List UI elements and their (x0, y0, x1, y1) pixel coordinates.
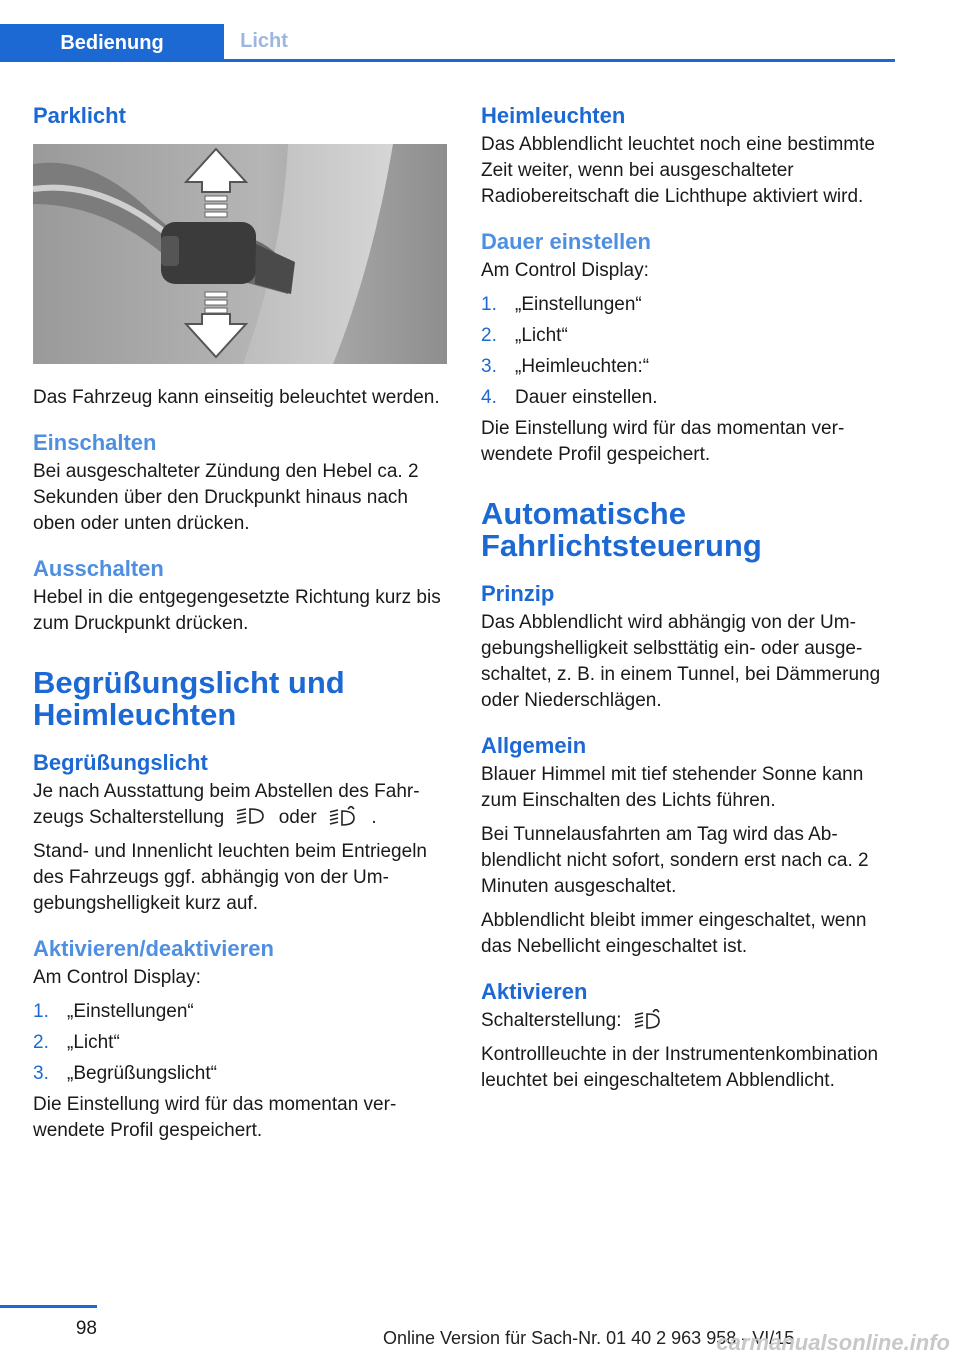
lever-figure (33, 144, 447, 364)
aktivieren-intro: Am Control Display: (33, 967, 201, 988)
header-rule (0, 59, 895, 62)
list-item: 4. Dauer einstellen. (481, 387, 658, 408)
aktivieren-text-a: Schalterstellung: (481, 1010, 622, 1031)
auto-light-icon (328, 806, 360, 826)
begruessungslicht-text-oder: oder (278, 807, 317, 828)
dauer-intro: Am Control Display: (481, 260, 649, 281)
begruessungslicht-text-end: . (371, 807, 377, 828)
section-heading-begruessung: Begrüßungslicht und Heimleuchten (33, 665, 345, 732)
list-item: 1. „Einstellungen“ (33, 1001, 194, 1022)
begruessungslicht-text-a: Je nach Ausstattung beim Abstellen des Fahrzeugs Schalterstellung (33, 781, 420, 828)
right-column (481, 100, 893, 1094)
einschalten-heading: Einschalten (33, 430, 157, 455)
list-item: 1. „Einstellungen“ (481, 294, 642, 315)
list-item: 2. „Licht“ (481, 325, 568, 346)
allgemein-heading: Allgemein (481, 733, 587, 758)
header-tabbar (0, 24, 895, 62)
begruessungslicht-heading: Begrüßungslicht (33, 750, 208, 775)
list-item: 3. „Heimleuchten:“ (481, 356, 650, 377)
parklicht-text: Das Fahrzeug kann einseitig beleuchtet werden. (33, 387, 440, 408)
allgemein-text1: Blauer Himmel mit tief stehender Sonne kann zum Einschalten des Lichts führen. (481, 764, 864, 811)
prinzip-heading: Prinzip (481, 581, 555, 606)
dauer-steps (481, 292, 893, 411)
heimleuchten-text: Das Abblendlicht leuchtet noch eine bestimmte Zeit weiter, wenn bei ausgeschalteter Radiobereitschaft die Lichthupe aktiviert wird. (481, 134, 875, 207)
ausschalten-heading: Ausschalten (33, 556, 164, 581)
einschalten-text: Bei ausgeschalteter Zündung den Hebel ca. 2 Sekunden über den Druckpunkt hinaus nach oben oder unten drücken. (33, 461, 419, 534)
section-heading-auto: Automatische Fahrlichtsteuerung (481, 496, 762, 563)
aktivieren-text (481, 1008, 893, 1034)
ausschalten-text: Hebel in die entgegengesetzte Richtung kurz bis zum Druckpunkt drücken. (33, 587, 441, 634)
page-number: 98 (75, 1318, 97, 1339)
list-item: 3. „Begrüßungslicht“ (33, 1063, 217, 1084)
aktivieren-deaktivieren-heading: Aktivieren/deaktivieren (33, 936, 274, 961)
footer-rule (0, 1305, 97, 1308)
list-item: 2. „Licht“ (33, 1032, 120, 1053)
tab-licht[interactable]: Licht (240, 30, 288, 52)
prinzip-text: Das Abblendlicht wird abhängig von der Umgebungshelligkeit selbsttätig ein- oder ausgeschaltet, z. B. in einem Tunnel, bei Dämmerung oder Niederschlägen. (481, 612, 881, 711)
low-beam-icon (235, 806, 267, 826)
heimleuchten-heading: Heimleuchten (481, 103, 626, 128)
aktivieren-heading: Aktivieren (481, 979, 588, 1004)
tab-bedienung[interactable]: Bedienung (0, 24, 224, 62)
aktivieren-steps (33, 999, 447, 1087)
aktivieren-text2: Kontrollleuchte in der Instrumentenkombination leuchtet bei eingeschaltetem Abblendlicht. (481, 1044, 879, 1091)
allgemein-text3: Abblendlicht bleibt immer eingeschaltet, wenn das Nebellicht eingeschaltet ist. (481, 910, 867, 957)
parklicht-heading: Parklicht (33, 103, 126, 128)
allgemein-text2: Bei Tunnelausfahrten am Tag wird das Abblendlicht nicht sofort, sondern erst nach ca. 2 Minuten ausgeschaltet. (481, 824, 869, 897)
watermark: carmanualsonline.info (716, 1330, 950, 1355)
dauer-einstellen-heading: Dauer einstellen (481, 229, 651, 254)
auto-light-icon (633, 1009, 665, 1029)
left-column (33, 100, 447, 1144)
aktivieren-footer-text: Die Einstellung wird für das momentan verwendete Profil gespeichert. (33, 1094, 397, 1141)
begruessungslicht-text2: Stand- und Innenlicht leuchten beim Entriegeln des Fahrzeugs ggf. abhängig von der Umgebungshelligkeit kurz auf. (33, 841, 427, 914)
online-version-text: Online Version für Sach-Nr. 01 40 2 963 958 - VI/15 (383, 1328, 795, 1348)
begruessungslicht-text (33, 779, 447, 831)
dauer-footer-text: Die Einstellung wird für das momentan verwendete Profil gespeichert. (481, 418, 845, 465)
